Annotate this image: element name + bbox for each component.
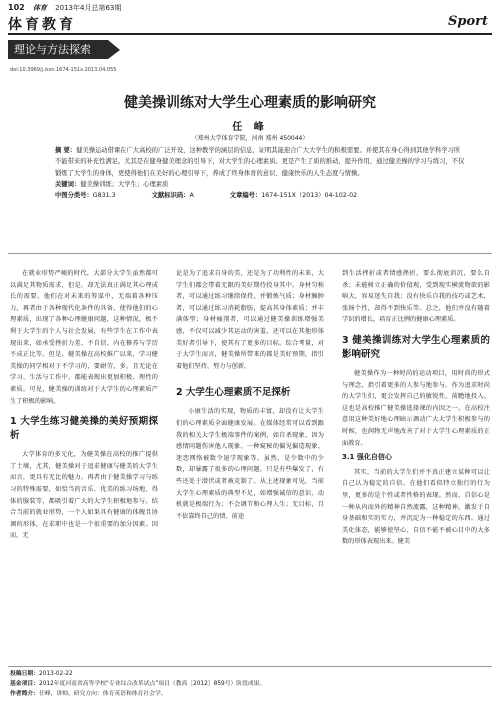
section-heading-1: 1 大学生练习健美操的美好预期探析: [10, 416, 158, 442]
author-affiliation: （郑州大学体育学院，河南 郑州 450044）: [191, 135, 309, 142]
received-date: [10, 670, 265, 680]
body-column-1: [10, 268, 158, 542]
paragraph: 健美操作为一种时尚的运动项目，用时尚的形式与理念，指引着更多的人参与地参与。作为追求时尚的大学生们，更会发挥自己的敏锐性，前瞻地投入。这也是高校推广健美操选择课的内因之一。在高校注意用这种美好地心理暗示调动广大大学生积极参与的时候，也润物无声地改善了对于大学生心理素质的正面教育。: [342, 369, 490, 447]
paragraph: 其实，当前的大学生们并不真正建立某种可以让自己认为稳定的自信。在他们看似特立独行的行为里，更多的是个性或者性格的表现。然而，自信心是一种从内而外的精神自然流露，这种精神，激发于自身基础和实的实力，并沉淀为一种稳定的东西。通过美化体态，能够使坚心、自信不能不被心目中的大多数的形体表现出来。健美: [342, 468, 490, 546]
article-title: 健美操训练对大学生心理素质的影响研究: [124, 95, 376, 111]
clc-value: G831.3: [92, 192, 116, 200]
keywords-text: 健美操训练；大学生；心理素质: [80, 180, 169, 188]
paragraph: 大学体育的多元化，为健美操在高校的推广提供了土壤，尤其，健美操对于追求健康与健美的大学生而言，更具有无比的魅力。再者由于健美操学习与练习的特殊需要，如恰当的音乐、优美的练习场地、得体的服装等，都吸引着广大的大学生积极地参与。结合当前的就业形势，一个人如果具有健康的体魄且协调的形体，在求职中也是一个很重要的加分因素。因而，无: [10, 451, 158, 540]
received-value: 2013-02-22: [39, 671, 73, 677]
section-heading-3: 3 健美操训练对大学生心理素质的影响研究: [342, 334, 490, 360]
keywords-label: 关键词：: [55, 180, 81, 188]
author-bio-label: 作者简介：: [10, 690, 39, 697]
classification-row: [55, 190, 465, 201]
section-heading-2: 2 大学生心理素质不足探析: [176, 387, 291, 399]
page-number: 102: [8, 3, 25, 12]
doc-code-label: 文献标识码：: [151, 192, 190, 200]
received-label: 投稿日期：: [10, 671, 39, 677]
journal-logo: 体育: [32, 4, 47, 12]
keywords: [55, 179, 465, 190]
page-header: [0, 0, 500, 34]
paragraph: 小康生活的实现，物质的丰富，却没有让大学生们的心理素质全面健康发展。在媒体经常可以看到跟我的相关大学生极端事件的案例，如自杀现象、因为感情问题伤害他人现象、一种窥秘的偏见偏造现象、迷恋网络被数令退学现象等。虽然，是少数中的少数，却暴露了很多的心理问题。只是有些爆发了，有些还处于潜伏或者被克制了。从上述现象可见，当前大学生心理素质的典型不足，如增强诚信的意识、动机就是极端行为；不会调节和心理人生；无目标，且不依靠终自己的情、前途: [176, 408, 324, 520]
paragraph: 到生活挫折或者情感挫折，要么彻底消沉，要么自杀；未能树立正确的价值观，受到现实横流物欲的影响大，容易迷失自我；没有快乐自我的技巧或艺术，张扬个性，却得不到快乐等。总之，他们并没有随着学识的增长，培育正比例的健康心理素质。: [342, 270, 490, 324]
doi: doi:10.3969/j.issn.1674-151x.2013.04.055: [10, 67, 117, 73]
abstract: [55, 145, 465, 179]
abstract-label: 摘 要：: [55, 147, 77, 154]
author-bio: [10, 690, 265, 700]
article-author: 任 峰: [232, 122, 268, 133]
footnote-divider: [8, 666, 492, 667]
article-no-value: 1674-151X（2013）04-102-02: [261, 192, 358, 200]
journal-title: 体育教育: [8, 17, 76, 33]
article-no: [230, 190, 357, 201]
clc: [55, 190, 116, 201]
fund-value: 2012年度河南省高等学校“专业综合改革试点”项目（教高［2012］859号）阶段成果。: [39, 680, 266, 687]
abstract-block: [55, 145, 465, 201]
paragraph: 论是为了追求自身的美，还是为了功利性的未来，大学生们都会带着无限的美好期待投身其中。身材匀称者，可以通过练习继续保持，并锻炼气质；身材臃肿者，可以通过练习消耗脂肪，提高其身体素质；并丰满体型；身材瘦削者，可以通过健美操训练增强美感，不仅可以减少其运动的害羞，还可以在其他形体美好者引导下，使其有了更多的目标。综合考量，对于大学生而言，健美操所带来的都是美好预期，指引着他们坚持、努力与创新。: [176, 270, 324, 370]
abstract-text: 健美操运动借课在广大高校的广泛开设，这种教学的涵层的信息，证明其能迎合广大大学生的积极需要。并使其在身心得到其他学科学习所不能带来的补充性满足。尤其是在健身健美理念的引导下，对大学生的心理素质。更是产生了质的推动，提升作用，通过健美操的学习与练习，不仅锻炼了大学生的身体，更使得他们在美好的心理引导下，养成了终身体育的意识、健康快乐的人生态度与情操。: [55, 147, 465, 177]
author-bio-value: 任峰，讲师。研究方向：体育英语和体育社会学。: [39, 690, 167, 697]
body-column-2: [176, 268, 324, 522]
body-column-3: [342, 268, 490, 548]
footnotes: [10, 670, 265, 699]
article-no-label: 文章编号：: [229, 192, 262, 200]
fund-info: [10, 680, 265, 690]
subsection-heading-3-1: 3.1 强化自信心: [342, 453, 392, 462]
doc-code: [152, 190, 194, 201]
fund-label: 基金项目：: [10, 680, 39, 687]
doc-code-value: A: [189, 192, 194, 200]
header-divider: [8, 33, 492, 35]
issue-info: 2013年4月总第63期: [55, 4, 122, 12]
header-info-row: [8, 3, 127, 13]
sport-label: Sport: [447, 14, 488, 29]
abstract-divider: [8, 253, 492, 254]
paragraph: 在就业形势严峻的时代，大部分大学生虽然都可以满足其物质需求，但是，却无法真正满足其心理成长的需要。他们在对未来的筹谋中，无端着各种压力，再者由于各种现代化条件的具备，使得他们的心理素质，出现了各种心理健康问题，这种情况，极不利于大学生的个人与社会发展，有些学生在工作中表现出来，如承受挫折力差、不自信、内在修养与学历不成正比等。但是，健美操在高校推广以来，学习健美操的同学相对于不学习的，要耐劳、多，且无论在学习、生活与工作中，都能表现出更加积极、理性的素质。可见，健美操的训练对于大学生的心理素质产生了积极的影响。: [10, 270, 158, 405]
clc-label: 中图分类号：: [55, 192, 93, 200]
section-label: 理论与方法探索: [8, 40, 108, 59]
